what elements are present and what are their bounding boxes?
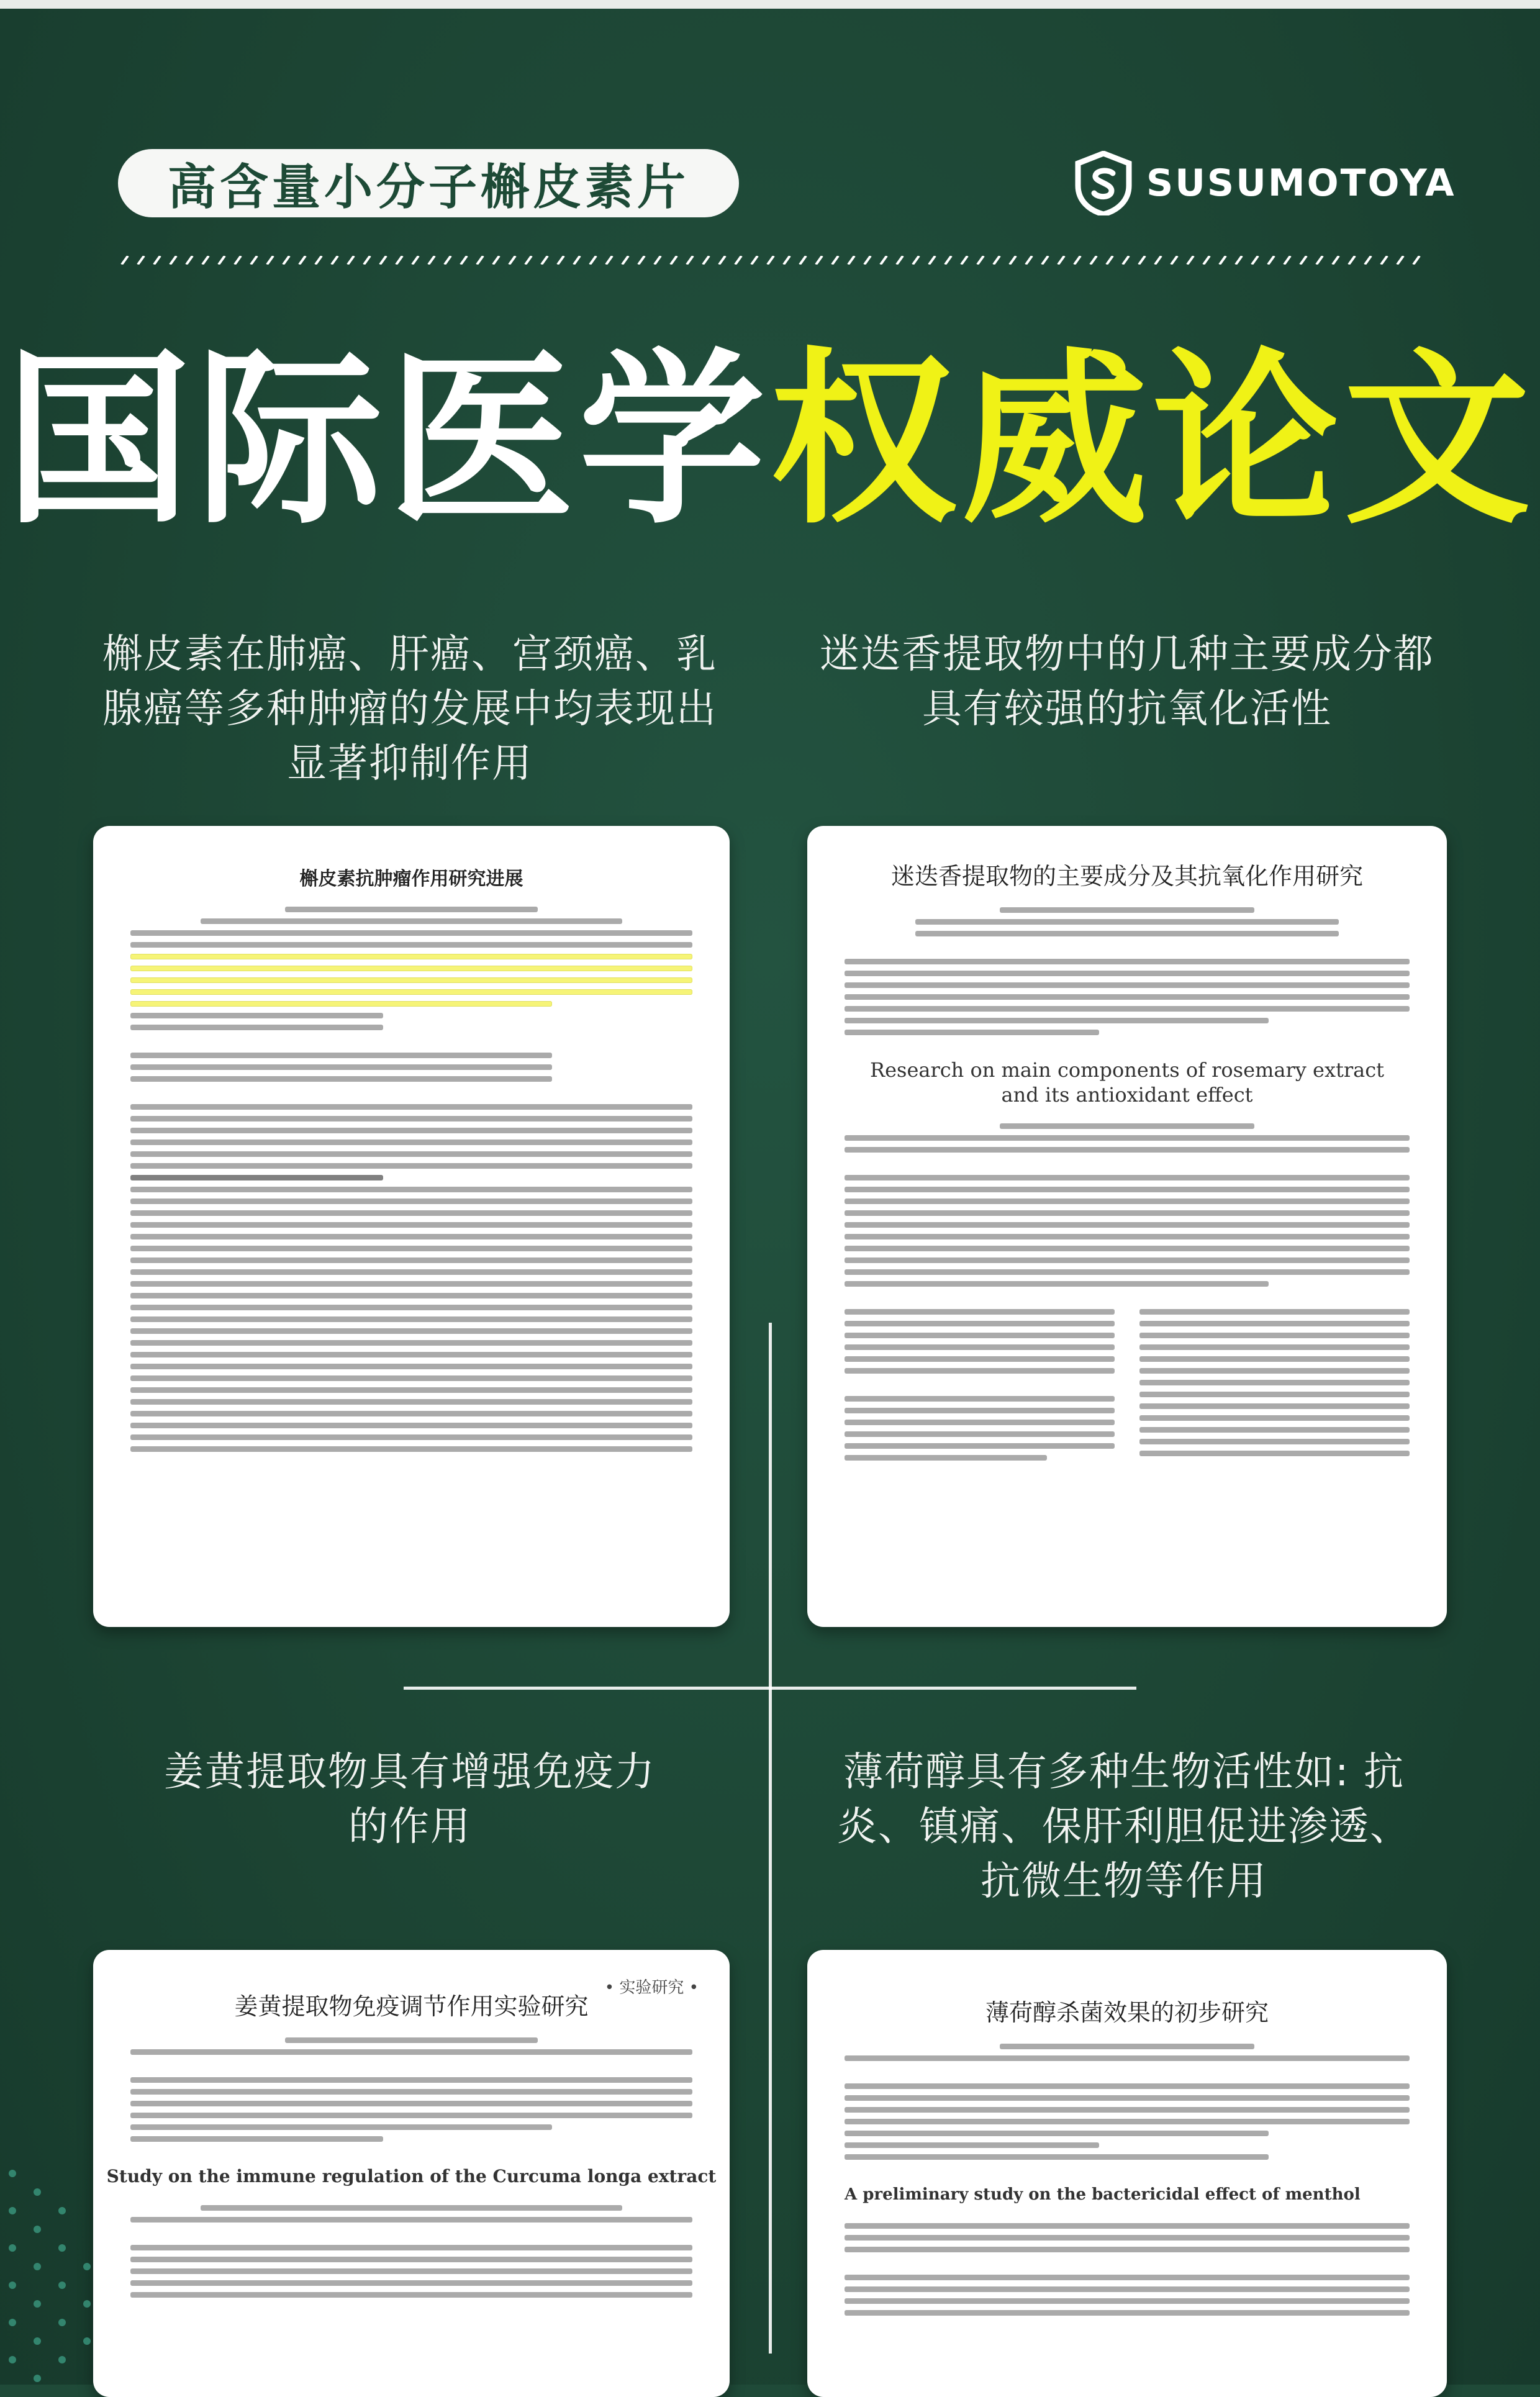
caption-turmeric: 姜黄提取物具有增强免疫力的作用 <box>164 1749 656 1850</box>
paper-abstract-cn <box>845 907 1410 1035</box>
vertical-divider <box>769 1323 772 2354</box>
top-strip <box>0 0 1540 9</box>
paper-menthol <box>807 1950 1447 2397</box>
paper-rosemary <box>807 826 1447 1627</box>
paper-title: 槲皮素抗肿瘤作用研究进展 <box>299 868 523 890</box>
shield-s-logo-icon <box>1074 151 1133 215</box>
paper-title: 姜黄提取物免疫调节作用实验研究 <box>234 1993 589 2020</box>
horizontal-divider <box>404 1687 1136 1690</box>
paper-abstract-en <box>845 2223 1410 2316</box>
paper-abstract-cn <box>130 2037 692 2142</box>
paper-section-tag: • 实验研究 • <box>604 1978 699 1997</box>
dot-pattern-decoration <box>0 2155 106 2385</box>
paper-en-title-line-2: and its antioxidant effect <box>1001 1083 1253 1107</box>
paper-body <box>130 907 692 1452</box>
paper-en-title: A preliminary study on the bactericidal effect of menthol <box>845 2185 1361 2204</box>
dashed-divider <box>118 256 1422 265</box>
paper-quercetin <box>93 826 730 1627</box>
brand-name: SUSUMOTOYA <box>1146 161 1456 205</box>
caption-menthol: 薄荷醇具有多种生物活性如: 抗炎、镇痛、保肝利胆促进渗透、抗微生物等作用 <box>837 1749 1411 1905</box>
brand-logo <box>1074 149 1456 217</box>
paper-title: 迷迭香提取物的主要成分及其抗氧化作用研究 <box>890 863 1363 890</box>
paper-turmeric <box>93 1950 730 2397</box>
product-tag: 高含量小分子槲皮素片 <box>118 149 739 217</box>
paper-body-columns <box>845 1309 1410 1467</box>
paper-abstract-en <box>845 1123 1410 1287</box>
paper-en-title-line-1: Research on main components of rosemary extract <box>869 1058 1384 1082</box>
headline-yellow: 权威论文 <box>770 332 1535 549</box>
paper-abstract-cn <box>845 2044 1410 2160</box>
paper-en-title: Study on the immune regulation of the Curcuma longa extract <box>106 2166 717 2186</box>
caption-quercetin: 槲皮素在肺癌、肝癌、宫颈癌、乳腺癌等多种肿瘤的发展中均表现出显著抑制作用 <box>102 632 717 787</box>
headline-white: 国际医学 <box>5 332 770 549</box>
paper-title: 薄荷醇杀菌效果的初步研究 <box>985 1999 1269 2026</box>
caption-rosemary: 迷迭香提取物中的几种主要成分都具有较强的抗氧化活性 <box>820 632 1434 732</box>
paper-abstract-en <box>130 2205 692 2298</box>
headline <box>0 332 1540 549</box>
